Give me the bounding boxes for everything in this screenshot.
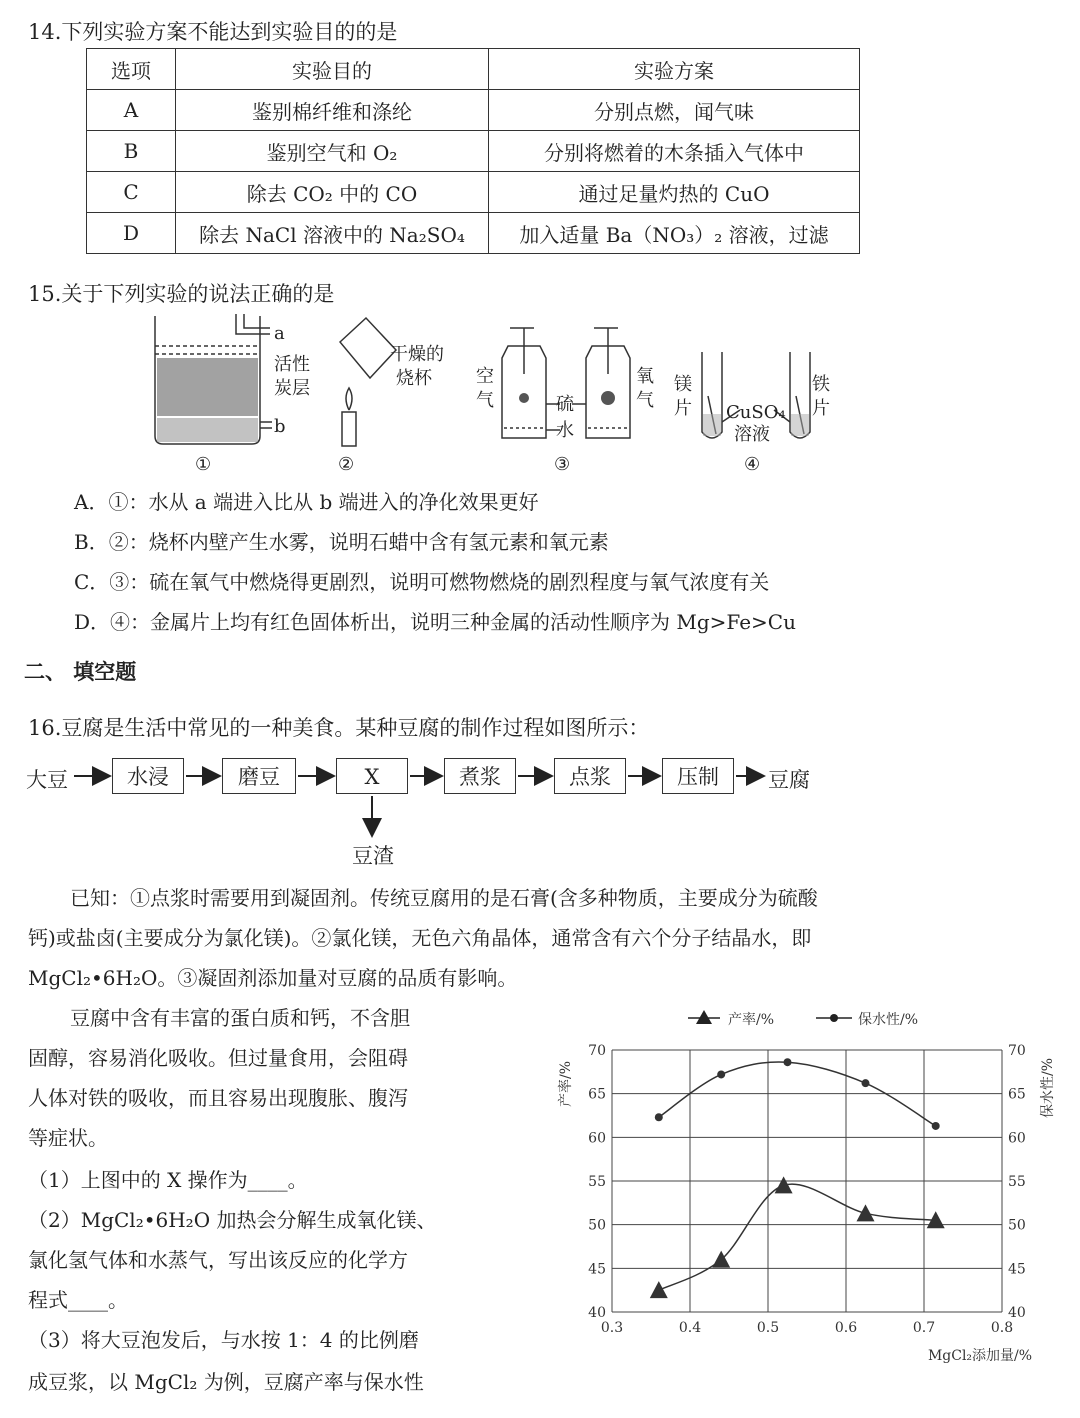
- q14-table: [86, 48, 860, 254]
- fig4-label-fe2: 片: [812, 398, 830, 419]
- fig-number-4: ④: [744, 454, 761, 475]
- beaker-icon: [340, 318, 396, 378]
- fig3-label-air2: 气: [476, 390, 494, 411]
- header-plan: 实验方案: [489, 49, 860, 90]
- chart-yield-water-retention: [540, 996, 1060, 1376]
- section-heading: 二、 填空题: [24, 660, 137, 684]
- y-tick-label-right: 65: [1008, 1086, 1026, 1103]
- y-tick-label-left: 55: [588, 1174, 606, 1190]
- row-option: C: [87, 172, 176, 213]
- water-layer-icon: [157, 418, 258, 442]
- row-goal: 鉴别空气和 O₂: [176, 131, 489, 172]
- data-point-water-retention: [655, 1113, 663, 1121]
- table-header-row: [87, 49, 860, 90]
- data-point-yield: [857, 1204, 875, 1221]
- row-plan: 加入适量 Ba（NO₃）₂ 溶液，过滤: [489, 213, 860, 254]
- question-3: （3）将大豆泡发后，与水按 1：4 的比例磨: [28, 1328, 419, 1352]
- fig-number-2: ②: [338, 454, 355, 475]
- known-line-1: 已知：①点浆时需要用到凝固剂。传统豆腐用的是石膏(含多种物质，主要成分为硫酸: [70, 886, 818, 910]
- known-line-2: 钙)或盐卤(主要成分为氯化镁)。②氯化镁，无色六角晶体，通常含有六个分子结晶水，即: [28, 926, 812, 950]
- table-row: [87, 90, 860, 131]
- header-goal: 实验目的: [176, 49, 489, 90]
- flow-step-3: X: [336, 758, 408, 794]
- left-text-4: 等症状。: [28, 1126, 108, 1150]
- flow-end: 豆腐: [768, 768, 810, 792]
- q14-title: 14.下列实验方案不能达到实验目的的是: [28, 20, 398, 44]
- q15-option-b: B．②：烧杯内壁产生水雾，说明石蜡中含有氢元素和氧元素: [74, 530, 609, 554]
- row-plan: 通过足量灼热的 CuO: [489, 172, 860, 213]
- question-2: （2）MgCl₂•6H₂O 加热会分解生成氧化镁、: [28, 1208, 437, 1232]
- question-2-cont-1: 氯化氢气体和水蒸气，写出该反应的化学方: [28, 1248, 408, 1272]
- fig3-label-air1: 空: [476, 366, 494, 387]
- y-tick-label-right: 70: [1008, 1043, 1026, 1059]
- y-tick-label-right: 55: [1008, 1174, 1026, 1190]
- flow-step-4: 煮浆: [444, 758, 516, 794]
- left-text-3: 人体对铁的吸收，而且容易出现腹胀、腹泻: [28, 1086, 408, 1110]
- table-row: [87, 131, 860, 172]
- row-plan: 分别点燃，闻气味: [489, 90, 860, 131]
- flow-byproduct: 豆渣: [352, 844, 394, 868]
- fig-number-3: ③: [554, 454, 571, 475]
- sulfur-flame-air-icon: [519, 393, 529, 403]
- y-axis-label-left: 产率/%: [558, 1060, 574, 1108]
- question-1: （1）上图中的 X 操作为____。: [28, 1168, 308, 1192]
- legend-triangle-icon: [696, 1010, 712, 1024]
- q15-option-a: A．①：水从 a 端进入比从 b 端进入的净化效果更好: [74, 490, 539, 514]
- x-tick-label: 0.4: [678, 1320, 702, 1336]
- q15-option-d: D．④：金属片上均有红色固体析出，说明三种金属的活动性顺序为 Mg>Fe>Cu: [74, 610, 796, 634]
- fig1-label-2: 炭层: [274, 378, 310, 399]
- row-goal: 除去 NaCl 溶液中的 Na₂SO₄: [176, 213, 489, 254]
- fig-number-1: ①: [195, 454, 212, 475]
- data-point-water-retention: [717, 1070, 725, 1078]
- question-2-cont-2: 程式____。: [28, 1288, 128, 1312]
- known-line-3: MgCl₂•6H₂O。③凝固剂添加量对豆腐的品质有影响。: [28, 966, 518, 990]
- flow-step-6: 压制: [662, 758, 734, 794]
- x-tick-label: 0.6: [834, 1320, 858, 1336]
- row-option: A: [87, 90, 176, 131]
- fig1-label-a: a: [274, 323, 285, 344]
- fig4-label-mg2: 片: [674, 398, 692, 419]
- data-point-yield: [650, 1281, 668, 1298]
- series-line-yield: [659, 1184, 936, 1290]
- fig2-label-1: 干燥的: [390, 344, 444, 365]
- x-tick-label: 0.3: [600, 1320, 624, 1336]
- flow-arrows: [0, 750, 800, 842]
- row-option: D: [87, 213, 176, 254]
- row-goal: 鉴别棉纤维和涤纶: [176, 90, 489, 131]
- x-tick-label: 0.5: [756, 1320, 780, 1336]
- y-tick-label-right: 60: [1008, 1130, 1026, 1147]
- y-tick-label-right: 50: [1008, 1217, 1026, 1234]
- q15-title: 15.关于下列实验的说法正确的是: [28, 282, 335, 306]
- flow-step-2: 磨豆: [222, 758, 296, 794]
- sulfur-flame-oxygen-icon: [601, 391, 615, 405]
- q15-option-c: C．③：硫在氧气中燃烧得更剧烈，说明可燃物燃烧的剧烈程度与氧气浓度有关: [74, 570, 770, 594]
- y-tick-label-right: 45: [1008, 1261, 1026, 1278]
- y-axis-label-right: 保水性/%: [1040, 1057, 1056, 1119]
- y-tick-label-left: 65: [588, 1086, 606, 1103]
- fig4-label-solution: 溶液: [734, 424, 770, 445]
- carbon-layer-icon: [157, 358, 258, 416]
- candle-icon: [342, 412, 356, 446]
- left-text-1: 豆腐中含有丰富的蛋白质和钙，不含胆: [70, 1006, 410, 1030]
- fig3-label-water: 水: [556, 420, 574, 441]
- x-axis-label: MgCl₂添加量/%: [927, 1348, 1033, 1364]
- flow-start: 大豆: [26, 768, 68, 792]
- outlet-pipe-icon: [260, 422, 272, 428]
- data-point-water-retention: [784, 1058, 792, 1066]
- table-row: [87, 172, 860, 213]
- fig4-label-fe1: 铁: [812, 374, 830, 395]
- fig1-label-b: b: [274, 416, 286, 437]
- x-tick-label: 0.8: [990, 1320, 1014, 1336]
- fig4-label-cuso4: CuSO₄: [726, 402, 786, 423]
- row-goal: 除去 CO₂ 中的 CO: [176, 172, 489, 213]
- y-tick-label-left: 40: [588, 1305, 606, 1321]
- y-tick-label-left: 50: [588, 1217, 606, 1234]
- fig3-label-o2: 气: [636, 390, 654, 411]
- q16-title: 16.豆腐是生活中常见的一种美食。某种豆腐的制作过程如图所示：: [28, 716, 650, 740]
- fig2-label-2: 烧杯: [396, 368, 432, 389]
- y-tick-label-right: 40: [1008, 1305, 1026, 1321]
- legend-dot-icon: [830, 1014, 838, 1022]
- fig3-label-sulfur: 硫: [556, 394, 574, 415]
- spoon-air-icon: [510, 328, 534, 374]
- header-option: 选项: [87, 49, 176, 90]
- flame-icon: [346, 388, 352, 410]
- table-row: [87, 213, 860, 254]
- inlet-pipe-icon: [236, 314, 270, 334]
- left-text-2: 固醇，容易消化吸收。但过量食用，会阻碍: [28, 1046, 408, 1070]
- x-tick-label: 0.7: [912, 1320, 936, 1336]
- flow-step-5: 点浆: [554, 758, 626, 794]
- q15-figure: [140, 306, 860, 478]
- y-tick-label-left: 45: [588, 1261, 606, 1278]
- fig1-label-1: 活性: [274, 354, 310, 375]
- question-3-cont: 成豆浆，以 MgCl₂ 为例，豆腐产率与保水性: [28, 1370, 424, 1394]
- fig3-label-o1: 氧: [636, 366, 654, 387]
- y-tick-label-left: 70: [588, 1043, 606, 1059]
- legend-water: 保水性/%: [858, 1012, 919, 1028]
- row-plan: 分别将燃着的木条插入气体中: [489, 131, 860, 172]
- data-point-water-retention: [932, 1122, 940, 1130]
- flow-step-1: 水浸: [112, 758, 184, 794]
- legend-yield: 产率/%: [728, 1012, 775, 1028]
- spoon-oxygen-icon: [594, 328, 618, 374]
- row-option: B: [87, 131, 176, 172]
- y-tick-label-left: 60: [588, 1130, 606, 1147]
- fig4-label-mg1: 镁: [674, 374, 692, 395]
- data-point-water-retention: [862, 1079, 870, 1087]
